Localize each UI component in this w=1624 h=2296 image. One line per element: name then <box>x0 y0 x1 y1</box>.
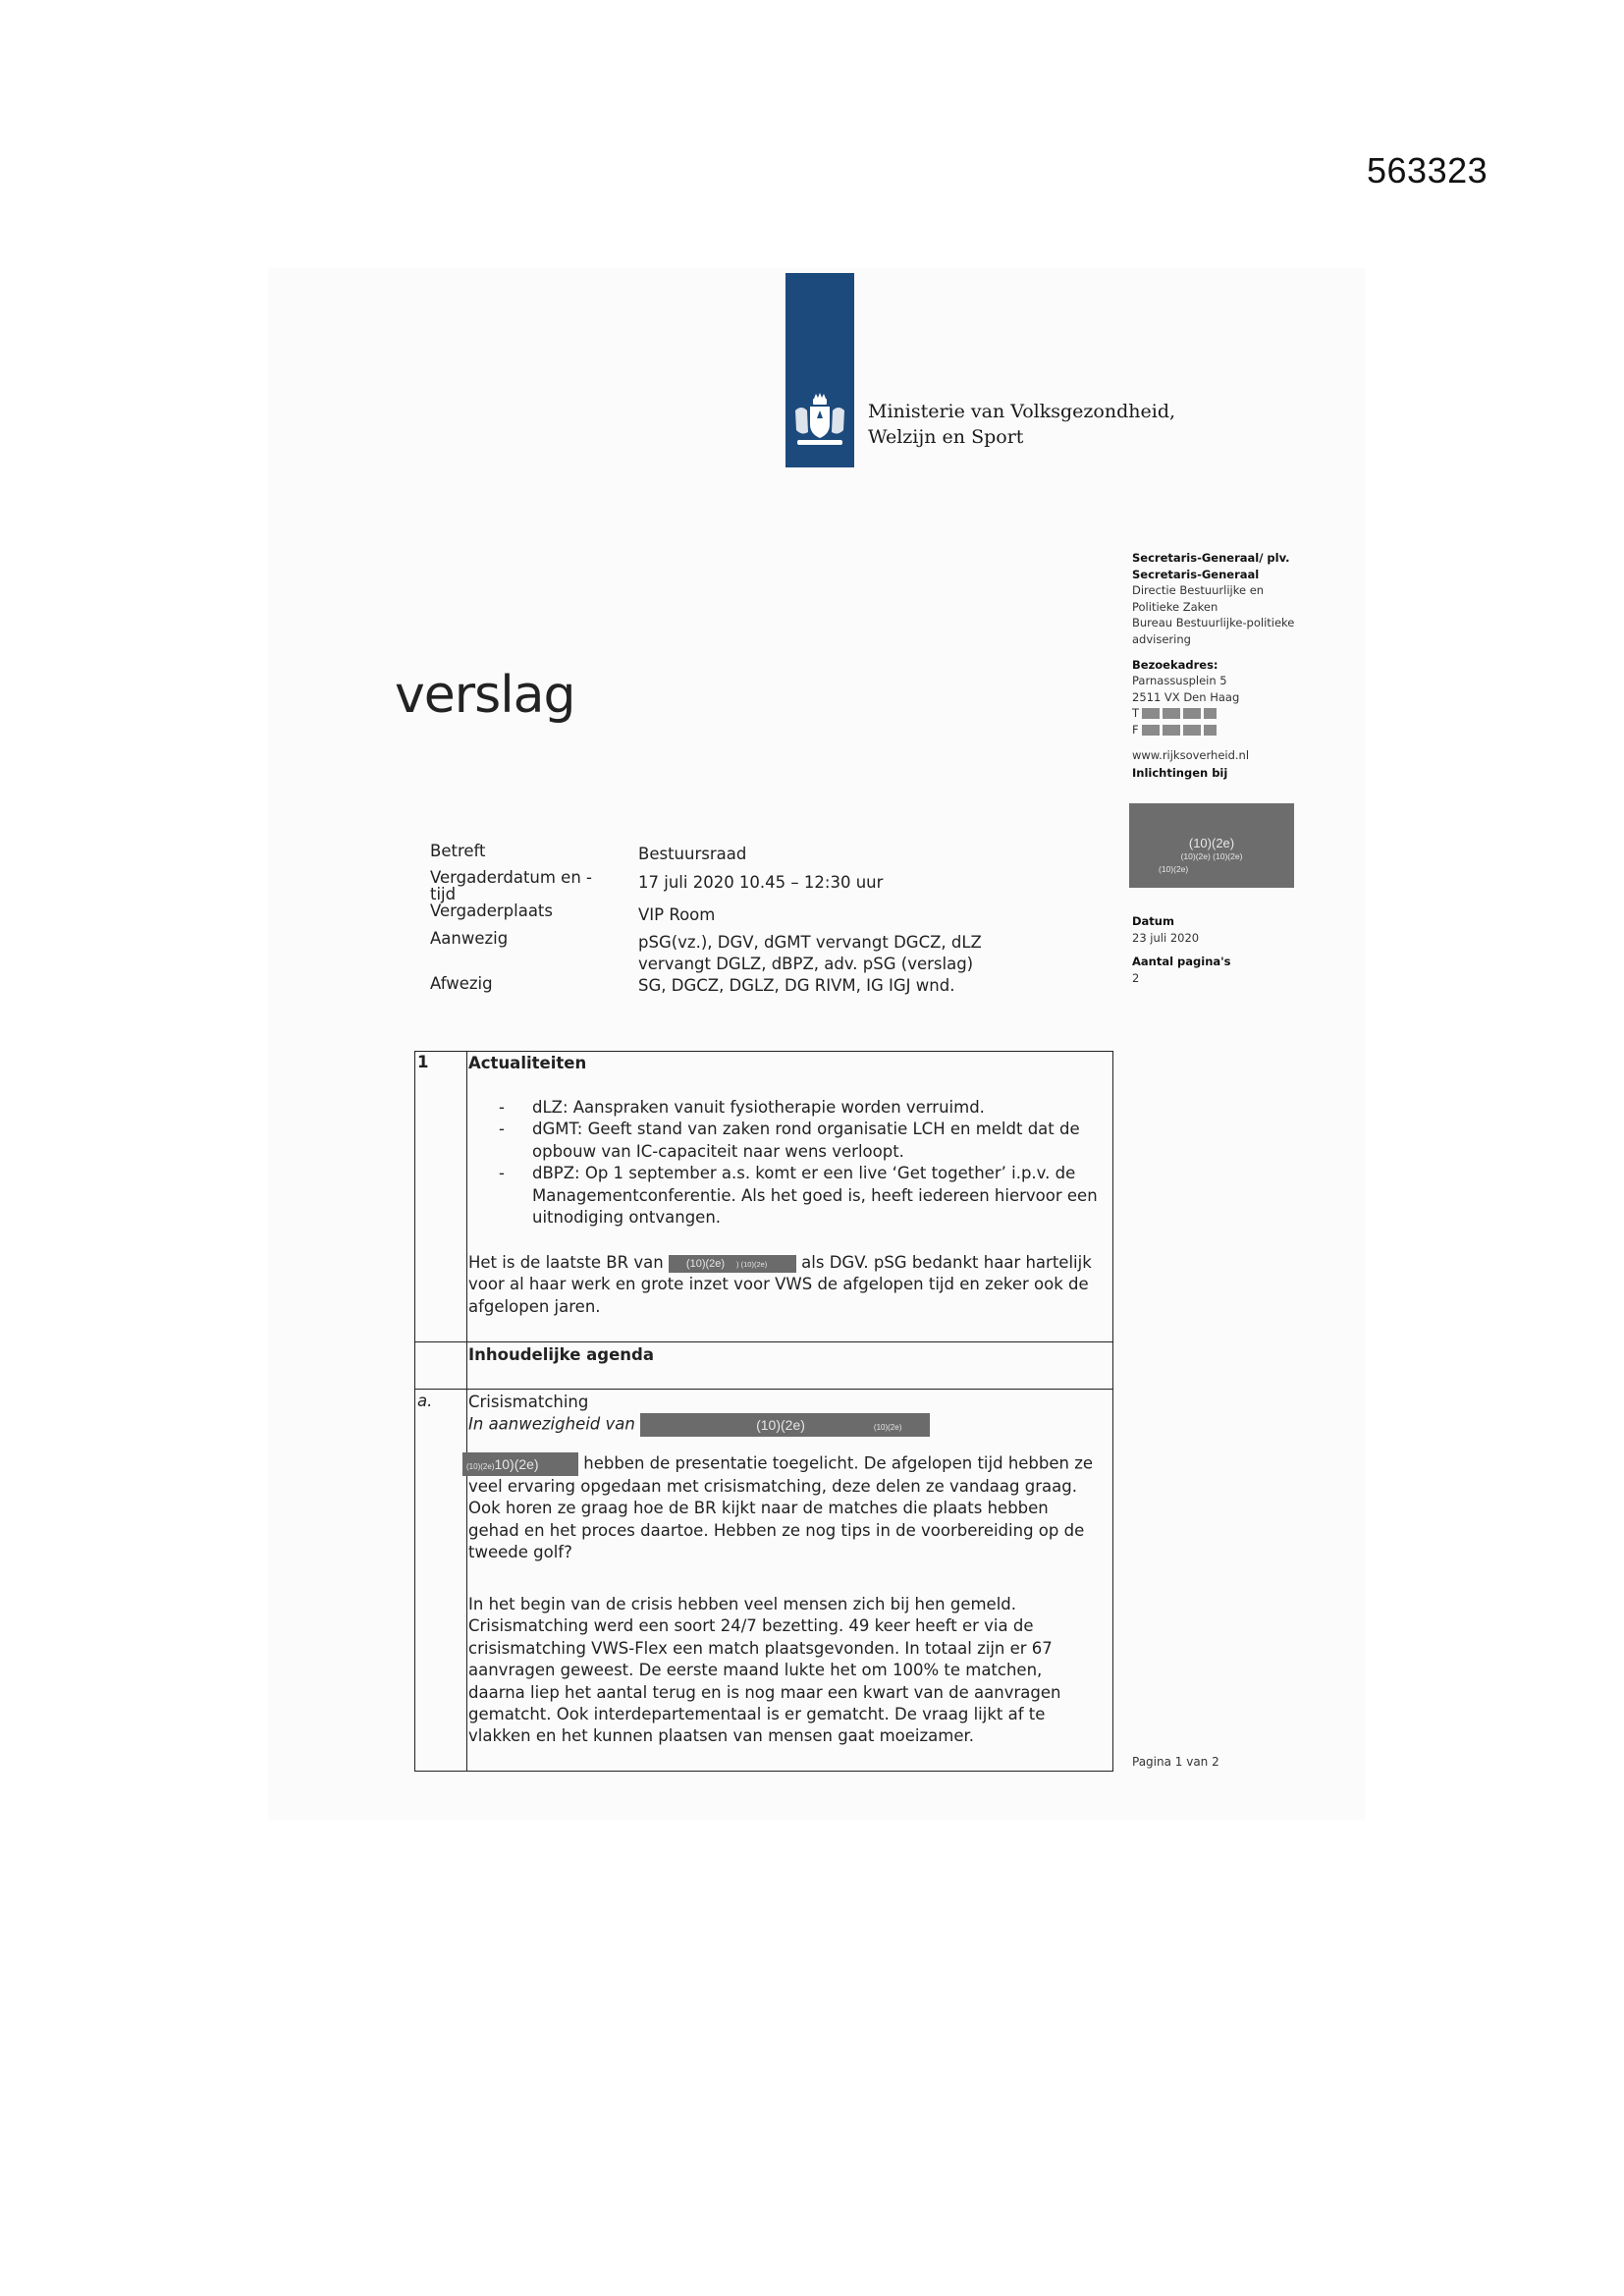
ministry-name-line2: Welzijn en Sport <box>868 426 1024 448</box>
place-value: VIP Room <box>638 905 716 924</box>
subject-label: Betreft <box>430 842 486 860</box>
itemA-names-redaction-code: 10)(2e) <box>494 1456 539 1472</box>
itemA-names-redaction-code-small: (10)(2e) <box>466 1462 495 1471</box>
farewell-paragraph <box>468 1252 1111 1318</box>
farewell-post: als DGV. pSG bedankt haar hartelijk <box>801 1253 1092 1272</box>
itemA-p1-line5: tweede golf? <box>468 1543 572 1562</box>
bullet-item <box>499 1163 1108 1229</box>
phone-prefix: T <box>1132 706 1140 721</box>
farewell-redaction-code: (10)(2e) <box>685 1257 726 1270</box>
place-label: Vergaderplaats <box>430 902 553 920</box>
absent-value: SG, DGCZ, DGLZ, DG RIVM, IG IGJ wnd. <box>638 976 955 995</box>
pages-label: Aantal pagina's <box>1132 955 1231 969</box>
ministry-name-line1: Ministerie van Volksgezondheid, <box>868 401 1176 422</box>
farewell-line3: afgelopen jaren. <box>468 1296 601 1316</box>
itemA-paragraph2 <box>468 1594 1111 1748</box>
farewell-redaction-code-small: ) (10)(2e) <box>736 1259 768 1269</box>
itemA-title: Crisismatching <box>468 1393 589 1411</box>
itemA-paragraph1 <box>468 1452 1111 1564</box>
itemA-p1-line2: veel ervaring opgedaan met crisismatching, deze delen ze vandaag graag. <box>468 1477 1077 1496</box>
table-column-divider <box>466 1052 467 1771</box>
contact-redaction-code-small: (10)(2e) (10)(2e) <box>1180 851 1243 861</box>
itemA-p2-line2: Crisismatching werd een soort 24/7 bezetting. 49 keer heeft er via de <box>468 1616 1034 1636</box>
contact-redaction-code: (10)(2e) <box>1188 836 1235 850</box>
itemA-p1-line1-text: hebben de presentatie toegelicht. De afgelopen tijd hebben ze <box>583 1453 1094 1473</box>
dept-line1: Directie Bestuurlijke en <box>1132 583 1265 598</box>
itemA-p2-line1: In het begin van de crisis hebben veel mensen zich bij hen gemeld. <box>468 1595 1016 1613</box>
itemA-presence-label: In aanwezigheid van <box>468 1414 635 1434</box>
itemA-presence-redaction-code-small: (10)(2e) <box>873 1423 902 1432</box>
website-link[interactable]: www.rijksoverheid.nl <box>1132 747 1250 762</box>
bullet-line: dGMT: Geeft stand van zaken rond organisatie LCH en meldt dat de <box>532 1120 1080 1139</box>
itemA-p1-line3: Ook horen ze graag hoe de BR kijkt naar de matches die plaats hebben <box>468 1499 1049 1518</box>
itemA-p1-line4: gehad en het proces daartoe. Hebben ze nog tips in de voorbereiding op de <box>468 1520 1085 1540</box>
present-value <box>638 932 982 975</box>
datetime-label <box>430 869 592 902</box>
date-value: 23 juli 2020 <box>1132 930 1200 945</box>
bullet-line: uitnodiging ontvangen. <box>532 1208 722 1228</box>
contact-redaction-code-small2: (10)(2e) <box>1159 864 1189 874</box>
item1-bullet-list <box>499 1097 1108 1229</box>
itemA-p2-line7: vlakken en het kunnen plaatsen van mensen gaat moeizamer. <box>468 1726 975 1746</box>
pages-value: 2 <box>1132 970 1140 985</box>
dept-line2: Politieke Zaken <box>1132 599 1218 614</box>
datetime-label-line2: tijd <box>430 885 457 903</box>
royal-crest-icon <box>787 393 852 452</box>
page-number: Pagina 1 van 2 <box>1132 1755 1219 1769</box>
fax-redaction <box>1142 725 1160 736</box>
phone-redaction <box>1163 708 1180 719</box>
farewell-line2: voor al haar werk en grote inzet voor VWS de afgelopen tijd en zeker ook de <box>468 1275 1089 1294</box>
org-line2: Secretaris-Generaal <box>1132 567 1260 581</box>
document-number: 563323 <box>1367 150 1489 191</box>
dept-line4: advisering <box>1132 631 1191 646</box>
phone-redaction <box>1142 708 1160 719</box>
agenda-table <box>414 1051 1113 1772</box>
table-row-divider <box>415 1389 1112 1390</box>
item1-title: Actualiteiten <box>468 1054 587 1072</box>
itemA-number: a. <box>417 1392 433 1410</box>
address-line1: Parnassusplein 5 <box>1132 674 1227 688</box>
itemA-p2-line4: aanvragen geweest. De eerste maand lukte het om 100% te matchen, <box>468 1661 1043 1680</box>
present-label: Aanwezig <box>430 929 509 948</box>
itemA-presence <box>468 1413 930 1437</box>
info-label: Inlichtingen bij <box>1132 766 1228 781</box>
subject-value: Bestuursraad <box>638 845 747 863</box>
bullet-line: opbouw van IC-capaciteit naar wens verloopt. <box>532 1141 904 1161</box>
fax-redaction <box>1204 725 1217 736</box>
bullet-line: dLZ: Aanspraken vanuit fysiotherapie worden verruimd. <box>532 1098 985 1117</box>
fax-redaction <box>1163 725 1180 736</box>
address-line2: 2511 VX Den Haag <box>1132 689 1240 704</box>
farewell-pre: Het is de laatste BR van <box>468 1253 664 1272</box>
absent-label: Afwezig <box>430 974 493 993</box>
fax-prefix: F <box>1132 722 1139 737</box>
present-line2: vervangt DGLZ, dBPZ, adv. pSG (verslag) <box>638 955 974 973</box>
dept-line3: Bureau Bestuurlijke-politieke <box>1132 616 1295 630</box>
visit-address-label: Bezoekadres: <box>1132 657 1218 672</box>
table-row-divider <box>415 1341 1112 1342</box>
itemA-p2-line6: gematcht. Ook interdepartementaal is er gematcht. De vraag lijkt af te <box>468 1705 1046 1724</box>
contact-redaction <box>1129 803 1294 888</box>
bullet-item <box>499 1119 1108 1163</box>
section-title: Inhoudelijke agenda <box>468 1345 654 1364</box>
phone-line <box>1132 705 1348 722</box>
farewell-redaction <box>669 1255 796 1273</box>
phone-redaction <box>1183 708 1201 719</box>
itemA-presence-redaction-code: (10)(2e) <box>756 1417 805 1433</box>
itemA-names-redaction <box>462 1452 578 1476</box>
itemA-p1-line1 <box>468 1452 1111 1476</box>
itemA-p2-line5: daarna liep het aantal terug en is nog maar een kwart van de aanvragen <box>468 1682 1061 1702</box>
bullet-dash: - <box>499 1120 505 1139</box>
phone-redaction <box>1204 708 1217 719</box>
item1-number: 1 <box>417 1053 429 1071</box>
ministry-name <box>868 399 1175 450</box>
farewell-line1 <box>468 1252 1111 1274</box>
bullet-line: Managementconferentie. Als het goed is, heeft iedereen hiervoor een <box>532 1185 1098 1205</box>
bullet-dash: - <box>499 1164 505 1183</box>
bullet-dash: - <box>499 1098 505 1117</box>
fax-redaction <box>1183 725 1201 736</box>
bullet-line: dBPZ: Op 1 september a.s. komt er een live ‘Get together’ i.p.v. de <box>532 1164 1076 1183</box>
sender-block <box>1132 550 1348 782</box>
fax-line <box>1132 722 1348 738</box>
bullet-item <box>499 1097 1108 1119</box>
date-label: Datum <box>1132 914 1174 928</box>
itemA-p2-line3: crisismatching VWS-Flex een match plaatsgevonden. In totaal zijn er 67 <box>468 1638 1053 1658</box>
datetime-label-line1: Vergaderdatum en - <box>430 868 592 887</box>
itemA-presence-redaction <box>640 1413 930 1437</box>
datetime-value: 17 juli 2020 10.45 – 12:30 uur <box>638 873 884 892</box>
org-line1: Secretaris-Generaal/ plv. <box>1132 551 1290 565</box>
document-title: verslag <box>395 666 575 725</box>
date-block <box>1132 913 1348 986</box>
present-line1: pSG(vz.), DGV, dGMT vervangt DGCZ, dLZ <box>638 933 982 952</box>
